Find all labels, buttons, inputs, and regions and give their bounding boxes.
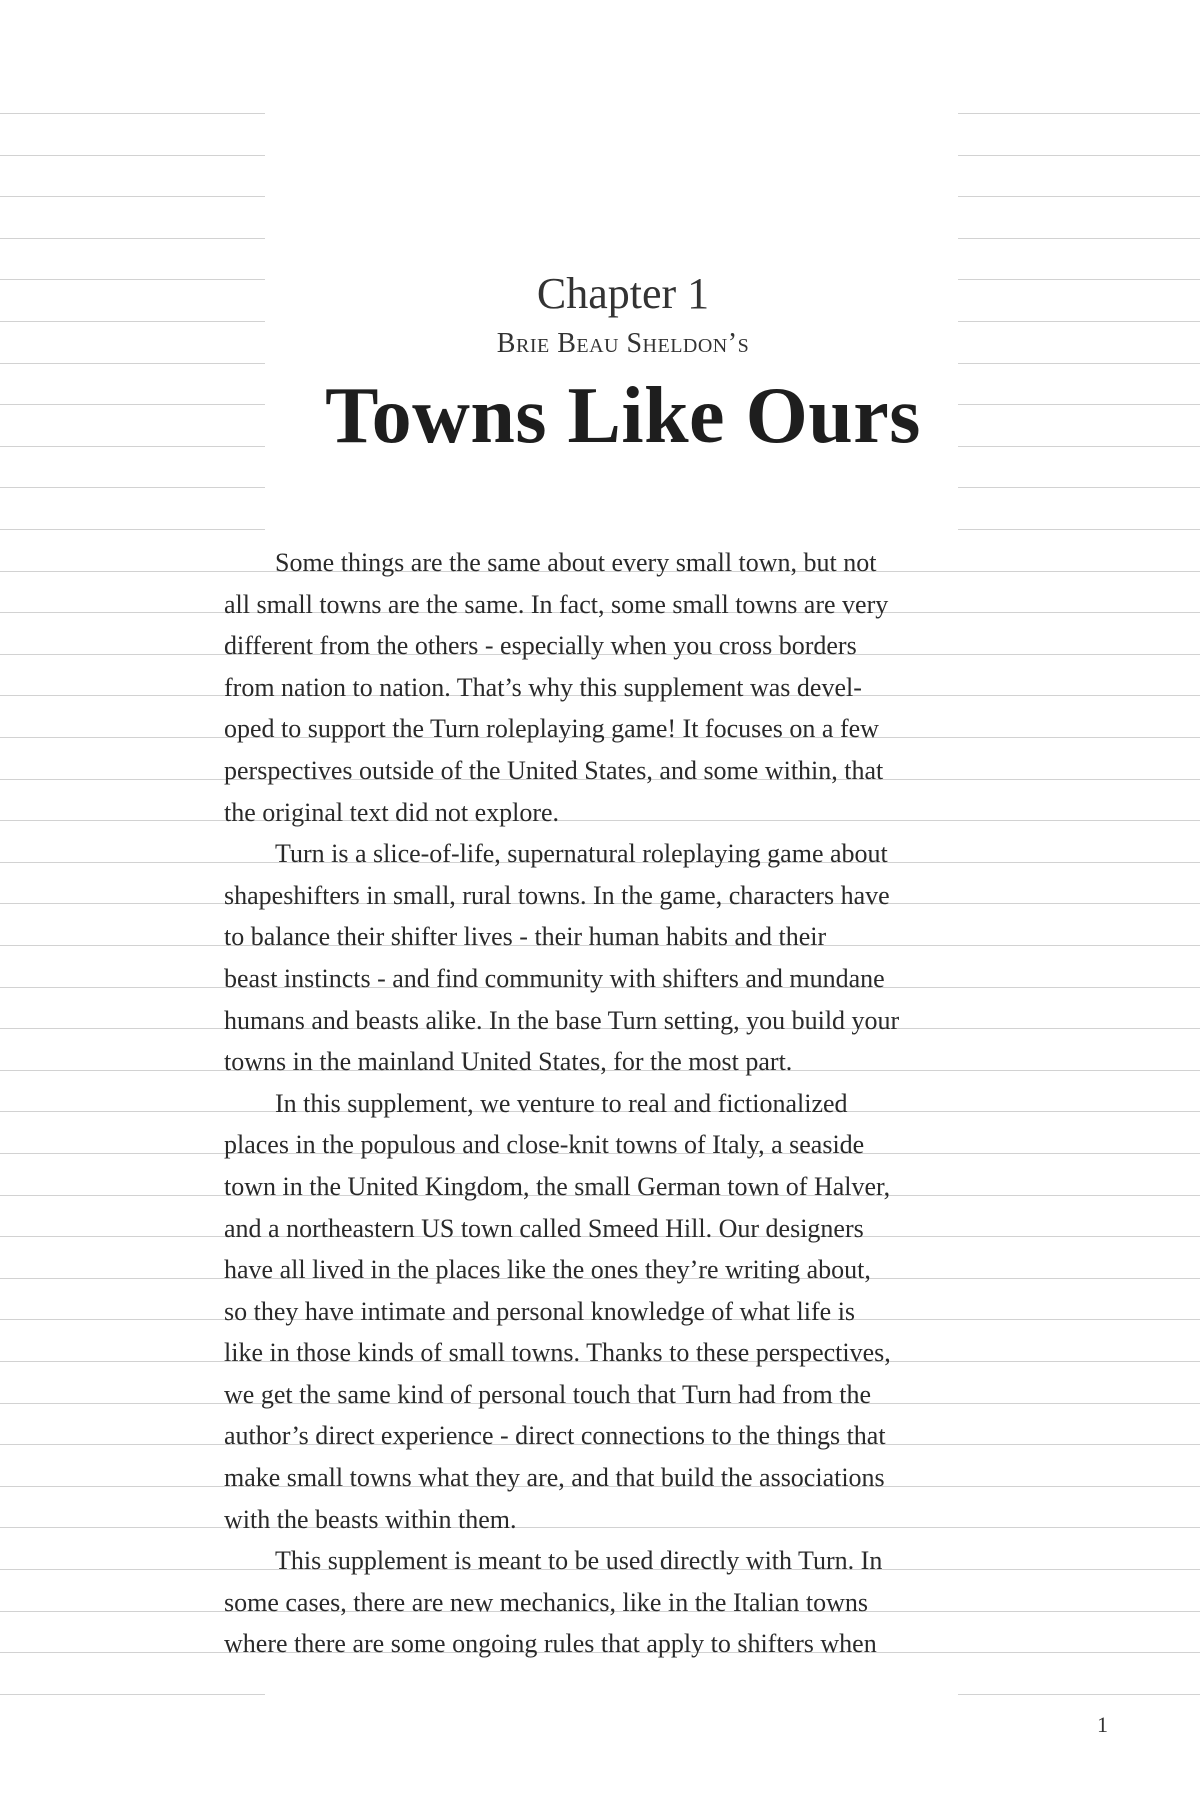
text-line: and a northeastern US town called Smeed Hill. Our designers xyxy=(224,1213,864,1243)
text-line: with the beasts within them. xyxy=(224,1504,517,1534)
ruled-line xyxy=(958,155,1200,156)
text-line: we get the same kind of personal touch that Turn had from the xyxy=(224,1379,871,1409)
body-text xyxy=(224,542,1028,1665)
ruled-line xyxy=(0,1694,265,1695)
text-line: Turn is a slice-of-life, supernatural roleplaying game about xyxy=(275,839,888,869)
ruled-line xyxy=(958,487,1200,488)
text-line: like in those kinds of small towns. Thanks to these perspectives, xyxy=(224,1338,891,1368)
ruled-line xyxy=(0,113,265,114)
text-line: perspectives outside of the United States, and some within, that xyxy=(224,755,884,785)
text-line: different from the others - especially when you cross borders xyxy=(224,631,857,661)
ruled-line xyxy=(958,1694,1200,1695)
text-line: from nation to nation. That’s why this supplement was devel- xyxy=(224,672,862,702)
text-line: places in the populous and close-knit towns of Italy, a seaside xyxy=(224,1130,865,1160)
text-line: where there are some ongoing rules that apply to shifters when xyxy=(224,1629,877,1659)
text-line: the original text did not explore. xyxy=(224,797,560,827)
ruled-line xyxy=(958,529,1200,530)
chapter-author: Brie Beau Sheldon’s xyxy=(496,328,750,359)
ruled-line xyxy=(0,238,265,239)
ruled-line xyxy=(0,529,265,530)
ruled-line xyxy=(0,196,265,197)
text-line: shapeshifters in small, rural towns. In the game, characters have xyxy=(224,880,890,910)
ruled-line xyxy=(958,113,1200,114)
page-number: 1 xyxy=(1097,1712,1108,1737)
text-line: make small towns what they are, and that build the associations xyxy=(224,1463,885,1493)
text-line: This supplement is meant to be used directly with Turn. In xyxy=(275,1546,883,1576)
text-line: have all lived in the places like the ones they’re writing about, xyxy=(224,1255,871,1285)
text-line: Some things are the same about every small town, but not xyxy=(275,548,877,577)
text-line: oped to support the Turn roleplaying game! It focuses on a few xyxy=(224,714,879,744)
text-line: In this supplement, we venture to real and fictionalized xyxy=(275,1088,848,1118)
text-line: to balance their shifter lives - their human habits and their xyxy=(224,922,827,952)
text-line: beast instincts - and find community with shifters and mundane xyxy=(224,963,885,993)
text-line: towns in the mainland United States, for the most part. xyxy=(224,1047,793,1077)
text-line: town in the United Kingdom, the small German town of Halver, xyxy=(224,1171,891,1201)
ruled-line xyxy=(0,155,265,156)
ruled-line xyxy=(958,238,1200,239)
text-line: so they have intimate and personal knowledge of what life is xyxy=(224,1296,856,1326)
text-line: some cases, there are new mechanics, like in the Italian towns xyxy=(224,1587,868,1617)
text-line: humans and beasts alike. In the base Turn setting, you build your xyxy=(224,1005,900,1035)
chapter-title: Towns Like Ours xyxy=(325,372,921,460)
text-line: author’s direct experience - direct connections to the things that xyxy=(224,1421,886,1451)
chapter-header xyxy=(0,269,1200,460)
ruled-line xyxy=(958,196,1200,197)
chapter-number: Chapter 1 xyxy=(536,269,710,318)
ruled-line xyxy=(0,487,265,488)
text-line: all small towns are the same. In fact, some small towns are very xyxy=(224,589,889,619)
